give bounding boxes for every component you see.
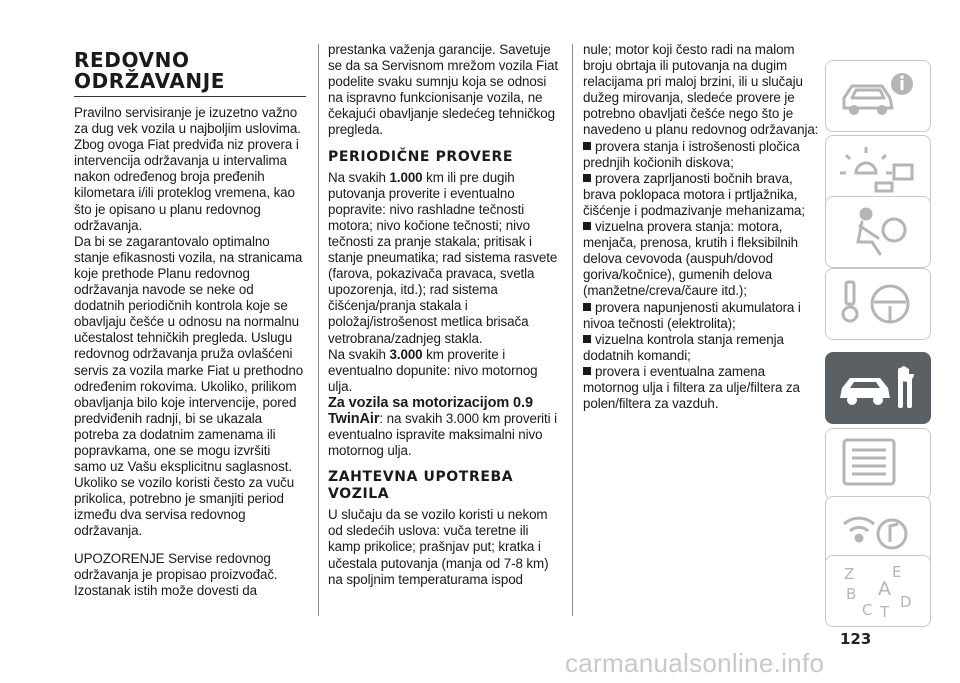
check-list-item: vizuelna kontrola stanja remenja dodatnih komandi; (583, 331, 784, 363)
alphabetical-index-icon (836, 563, 920, 619)
car-info-icon (836, 68, 920, 124)
svg-text:D: D (900, 593, 912, 611)
tab-index[interactable] (825, 555, 931, 627)
tab-safety[interactable] (825, 196, 931, 268)
check-1000km-paragraph: Na svakih 1.000 km ili pre dugih putovanja proverite i eventualno popravite: nivo rashladne tečnosti motora; nivo kočione tečnosti; nivo tečnosti za pranje stakala; pritisak i stanje pneumatika; rad sistema rasvete (farova, pokazivača pravaca, svetla upozorenja, itd.); rad sistema čišćenja/pranja stakala i položaj/istrošenost metlica brisača vetrobrana/zadnjeg stakla. (328, 169, 558, 346)
multimedia-icon (836, 504, 920, 560)
check-list-item: provera napunjenosti akumulatora i nivoa tečnosti (elektrolita); (583, 299, 801, 331)
section-title-periodic-checks: PERIODIČNE PROVERE (328, 148, 514, 165)
km-1000-value: 1.000 (389, 169, 423, 185)
km-3000-value: 3.000 (389, 346, 423, 362)
section-title-demanding-use: ZAHTEVNA UPOTREBA VOZILA (328, 469, 514, 503)
warning-lights-icon (836, 143, 920, 199)
watermark-text: carmanualsonline.info (565, 648, 825, 678)
bullet-square-icon (583, 335, 591, 343)
tab-starting-driving[interactable] (825, 268, 931, 340)
check-list-item: provera zaprljanosti bočnih brava, brava poklopaca motora i prtljažnika, čišćenje i podmazivanje mehanizama; (583, 170, 806, 218)
tab-maintenance[interactable] (825, 352, 931, 424)
body-paragraph: Da bi se zagarantovalo optimalno stanje efikasnosti vozila, na stranicama koje prethode Planu redovnog održavanja navode se neke od dodatnih periodičnih kontrola koje se obavljaju češće u odnosu na normalnu učestalost tehničkih pregleda. Uslugu redovnog održavanja pruža ovlašćeni servis za vozila marke Fiat u prethodno određenim rokovima. Ukoliko, prilikom obavljanja bilo koje intervencije, pored predviđenih radnji, bi se ukazala potreba za dodatnim zamenama ili popravkama, one se mogu izvršiti samo uz Vašu eksplicitnu saglasnost. Ukoliko se vozilo koristi često za vuču prikolica, potrebno je smanjiti period između dva servisa redovnog održavanja. (74, 233, 304, 539)
specifications-list-icon (836, 436, 920, 492)
check-list (583, 139, 819, 413)
check-list-item: provera stanja i istrošenosti pločica prednjih kočionih diskova; (583, 138, 800, 170)
intro-paragraph: Pravilno servisiranje je izuzetno važno za dug vek vozila u najboljim uslovima. Zbog ovoga Fiat predviđa niz provera i intervencija održavanja u intervalima nakon određenog broja pređenih kilometara i/ili proteklog vremena, kao što je opisano u planu redovnog održavanja. (74, 105, 301, 233)
check-3000km-paragraph: Na svakih 3.000 km proverite i eventualno dopunite: nivo motornog ulja. (328, 346, 538, 394)
bullet-square-icon (583, 367, 591, 375)
column-2 (328, 42, 560, 588)
twinair-paragraph: Za vozila sa motorizacijom 0.9 TwinAir: na svakih 3.000 km proveriti i eventualno ispravite maksimalni nivo motornog ulja. (328, 394, 558, 459)
title-divider (74, 96, 306, 97)
bullet-square-icon (583, 222, 591, 230)
airbag-safety-icon (836, 204, 920, 260)
title-line-2: ODRŽAVANJE (74, 69, 226, 93)
page-title (74, 50, 306, 92)
svg-text:C: C (862, 601, 873, 619)
column-3 (583, 42, 819, 412)
check-list-item: vizuelna provera stanja: motora, menjača, prenosa, krutih i fleksibilnih delova cevovoda (auspuh/dovod goriva/kočnice), gumenih delova (manžetne/creva/čaure itd.); (583, 219, 798, 299)
column-divider (318, 44, 319, 616)
tab-specifications[interactable] (825, 428, 931, 500)
continued-paragraph: nule; motor koji često radi na malom broju obrtaja ili putovanja na dugim relacijama pri maloj brzini, ili u slučaju dužeg mirovanja, sledeće provere je potrebno obavljati češće nego što je navedeno u planu redovnog održavanja: (583, 42, 819, 138)
key-steering-wheel-icon (836, 276, 920, 332)
page-number: 123 (840, 630, 872, 648)
column-divider (572, 44, 573, 616)
tab-car-info[interactable] (825, 60, 931, 132)
bullet-square-icon (583, 142, 591, 150)
bullet-square-icon (583, 303, 591, 311)
column-1 (74, 50, 306, 599)
bullet-square-icon (583, 174, 591, 182)
continued-paragraph: prestanka važenja garancije. Savetuje se da sa Servisnom mrežom vozila Fiat podelite svaku sumnju koja se odnosi na ispravno funkcionisanje vozila, ne čekajući obavljanje sledećeg tehničkog pregleda. (328, 42, 558, 138)
demanding-use-paragraph: U slučaju da se vozilo koristi u nekom od sledećih uslova: vuča teretne ili kamp prikolice; prašnjav put; kratka i učestala putovanja (manja od 7-8 km) na spoljnim temperaturama ispod (328, 507, 549, 587)
check-list-item: provera i eventualna zamena motornog ulja i filtera za ulje/filtera za polen/filtera za vazduh. (583, 363, 800, 412)
svg-text:B: B (846, 585, 857, 603)
title-line-1: REDOVNO (74, 48, 190, 72)
twinair-subtitle: Za vozila sa motorizacijom 0.9 TwinAir (328, 394, 533, 427)
car-wrench-icon (836, 360, 920, 416)
svg-text:Z: Z (844, 565, 855, 583)
svg-text:T: T (880, 603, 890, 619)
svg-text:A: A (878, 578, 891, 600)
svg-text:E: E (892, 563, 902, 581)
warning-text: UPOZORENJE Servise redovnog održavanja je propisao proizvođač. Izostanak istih može dovesti da (74, 550, 278, 598)
